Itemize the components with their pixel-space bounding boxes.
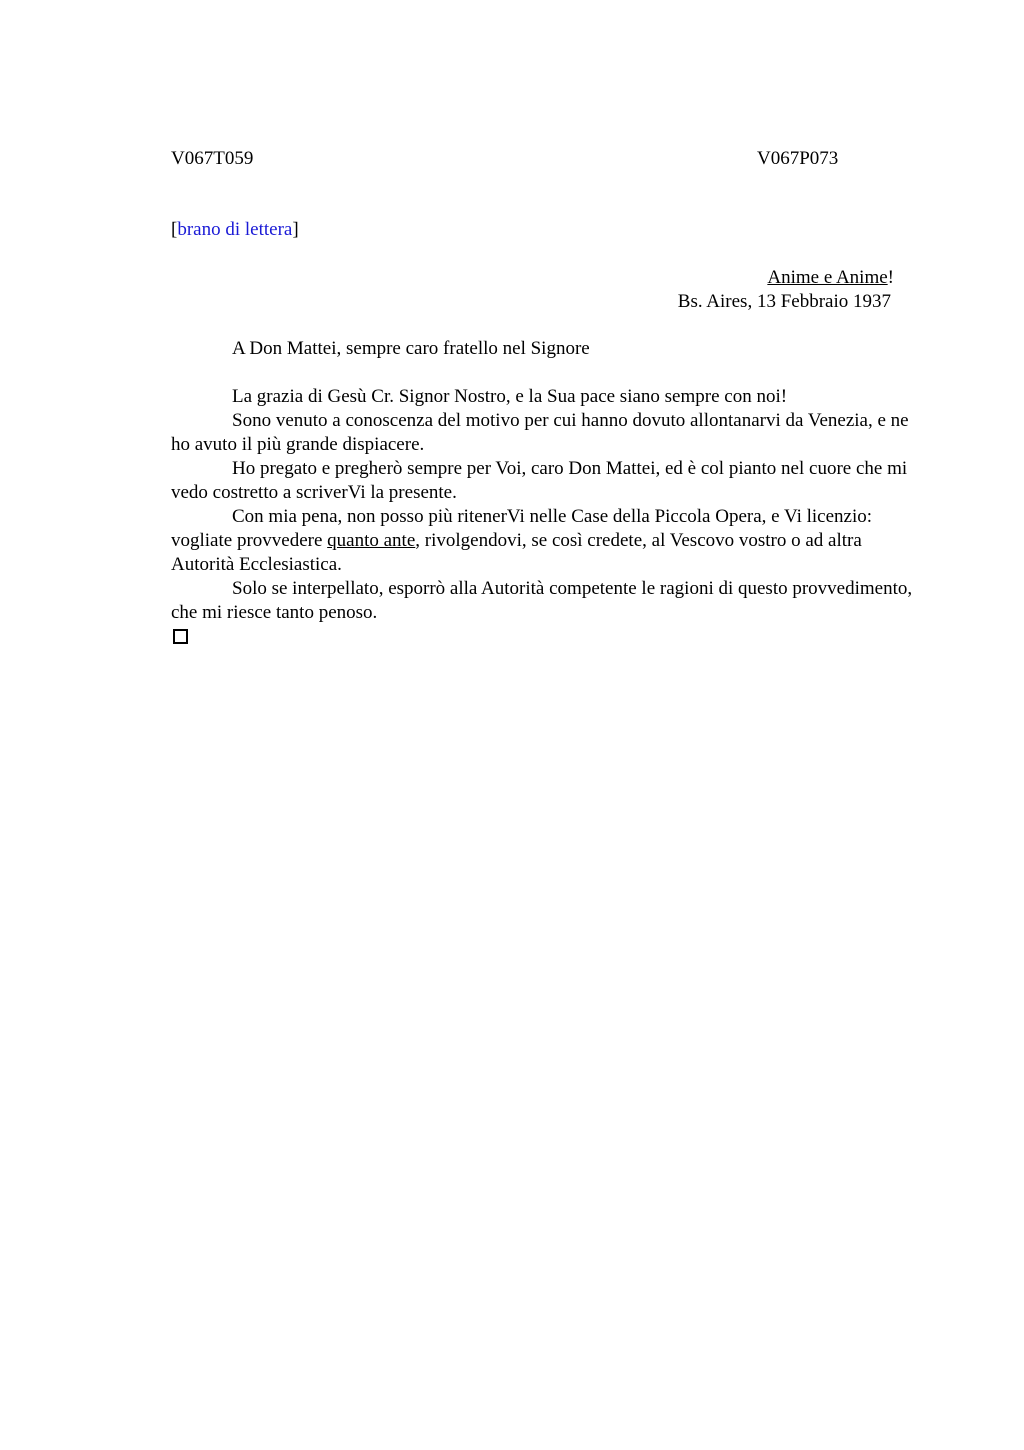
paragraph-4-start: Con mia pena, non posso più ritenerVi nelle Case della Piccola Opera, e Vi licenzio: vogliate provvedere — [171, 506, 873, 551]
dateline: Bs. Aires, 13 Febbraio 1937 — [677, 291, 891, 312]
letter-body — [171, 337, 926, 644]
document-code-right: V067P073 — [757, 148, 839, 169]
tag-open-bracket: [ — [171, 219, 178, 240]
tag-close-bracket: ] — [292, 219, 299, 240]
paragraph-5: Solo se interpellato, esporrò alla Autorità competente le ragioni di questo provvedimento, che mi riesce tanto penoso. — [171, 578, 913, 623]
document-code-left: V067T059 — [171, 148, 254, 169]
section-tag — [171, 218, 299, 242]
tag-label: brano di lettera — [177, 219, 293, 240]
motto — [767, 266, 894, 290]
motto-text: Anime e Anime — [767, 267, 888, 288]
addressee: A Don Mattei, sempre caro fratello nel Signore — [232, 338, 590, 359]
paragraph-4 — [171, 505, 926, 577]
paragraph-4-end: , rivolgendovi, se così credete, al Vescovo vostro o ad altra Autorità Ecclesiastica. — [171, 530, 862, 575]
square-outline-icon — [173, 629, 188, 644]
paragraph-1: La grazia di Gesù Cr. Signor Nostro, e la Sua pace siano sempre con noi! — [232, 386, 788, 407]
motto-punct: ! — [887, 267, 894, 288]
paragraph-3: Ho pregato e pregherò sempre per Voi, caro Don Mattei, ed è col pianto nel cuore che mi vedo costretto a scriverVi la presente. — [171, 458, 908, 503]
paragraph-2: Sono venuto a conoscenza del motivo per cui hanno dovuto allontanarvi da Venezia, e ne ho avuto il più grande dispiacere. — [171, 410, 909, 455]
paragraph-4-underlined: quanto ante — [327, 530, 416, 551]
